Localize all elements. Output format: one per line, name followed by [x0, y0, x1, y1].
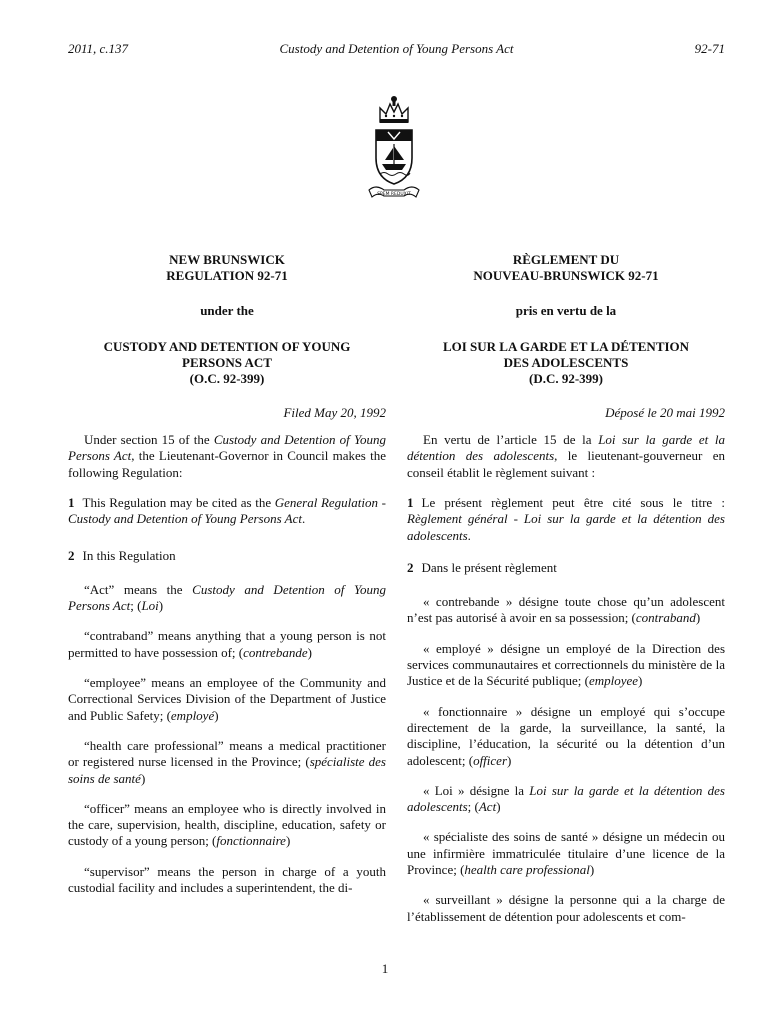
enacting-clause-en: Under section 15 of the Custody and Detention of Young Persons Act, the Lieutenant-Governor in Council makes the following Regulation: [68, 432, 386, 480]
under-the-fr: pris en vertu de la [515, 302, 617, 318]
definition-surveillant: « surveillant » désigne la personne qui a la charge de l’établissement de détention pour adolescents et com- [407, 892, 725, 924]
regulation-heading-fr: RÈGLEMENT DU NOUVEAU-BRUNSWICK 92-71 [473, 252, 659, 284]
header-regulation-number: 92-71 [694, 41, 725, 56]
definition-contrebande: « contrebande » désigne toute chose qu’un adolescent n’est pas autorisé à avoir en sa possession; (contraband) [407, 594, 725, 626]
french-column [407, 252, 725, 939]
definition-loi: « Loi » désigne la Loi sur la garde et la détention des adolescents; (Act) [407, 782, 725, 815]
act-title-fr: LOI SUR LA GARDE ET LA DÉTENTION DES ADOLESCENTS (D.C. 92-399) [442, 338, 690, 387]
section-2-fr: 2 Dans le présent règlement [407, 559, 557, 575]
crest-motto: SPEM REDUXIT [377, 192, 411, 197]
section-2-en: 2 In this Regulation [68, 547, 176, 563]
section-1-fr: 1 Le présent règlement peut être cité sous le titre : Règlement général - Loi sur la garde et la détention des adolescents. [407, 494, 725, 543]
regulation-heading-en: NEW BRUNSWICK REGULATION 92-71 [166, 252, 288, 284]
filed-date-fr: Déposé le 20 mai 1992 [605, 404, 725, 420]
definition-specialiste: « spécialiste des soins de santé » désigne un médecin ou une infirmière immatriculée titulaire d’une licence de la Province; (health care professional) [407, 829, 725, 878]
filed-date-en: Filed May 20, 1992 [283, 404, 386, 420]
definition-employe: « employé » désigne un employé de la Direction des services communautaires et correctionnels du ministère de la Justice et de la Sécurité publique; (employee) [407, 640, 725, 689]
definition-health-care-professional: “health care professional” means a medical practitioner or registered nurse licensed in the Province; (spécialiste des soins de santé) [68, 737, 386, 786]
enacting-clause-fr: En vertu de l’article 15 de la Loi sur la garde et la détention des adolescents, le lieutenant-gouverneur en conseil établit le règlement suivant : [407, 432, 725, 480]
act-title-en: CUSTODY AND DETENTION OF YOUNG PERSONS ACT (O.C. 92-399) [103, 338, 351, 387]
definition-fonctionnaire: « fonctionnaire » désigne un employé qui s’occupe directement de la garde, la surveillance, la santé, la discipline, l’éducation, la sécurité ou la détention d’un adolescent; (officer) [407, 703, 725, 768]
definition-employee: “employee” means an employee of the Community and Correctional Services Division of the Department of Justice and Public Safety; (employé) [68, 675, 386, 723]
definition-contraband: “contraband” means anything that a young person is not permitted to have possession of; (contrebande) [68, 628, 386, 660]
english-column [68, 252, 386, 910]
header-citation: 2011, c.137 [68, 41, 129, 56]
page-number: 1 [381, 961, 389, 976]
coat-of-arms-icon [366, 92, 422, 202]
section-1-en: 1 This Regulation may be cited as the General Regulation - Custody and Detention of Young Persons Act. [68, 494, 386, 527]
definition-officer: “officer” means an employee who is directly involved in the care, supervision, health, discipline, education, safety or custody of a young person; (fonctionnaire) [68, 800, 386, 849]
definition-supervisor: “supervisor” means the person in charge of a youth custodial facility and includes a superintendent, the di- [68, 863, 386, 896]
page-header [68, 41, 725, 59]
under-the-en: under the [200, 302, 254, 318]
header-act-title: Custody and Detention of Young Persons Act [279, 41, 514, 56]
definition-act: “Act” means the Custody and Detention of Young Persons Act; (Loi) [68, 581, 387, 614]
